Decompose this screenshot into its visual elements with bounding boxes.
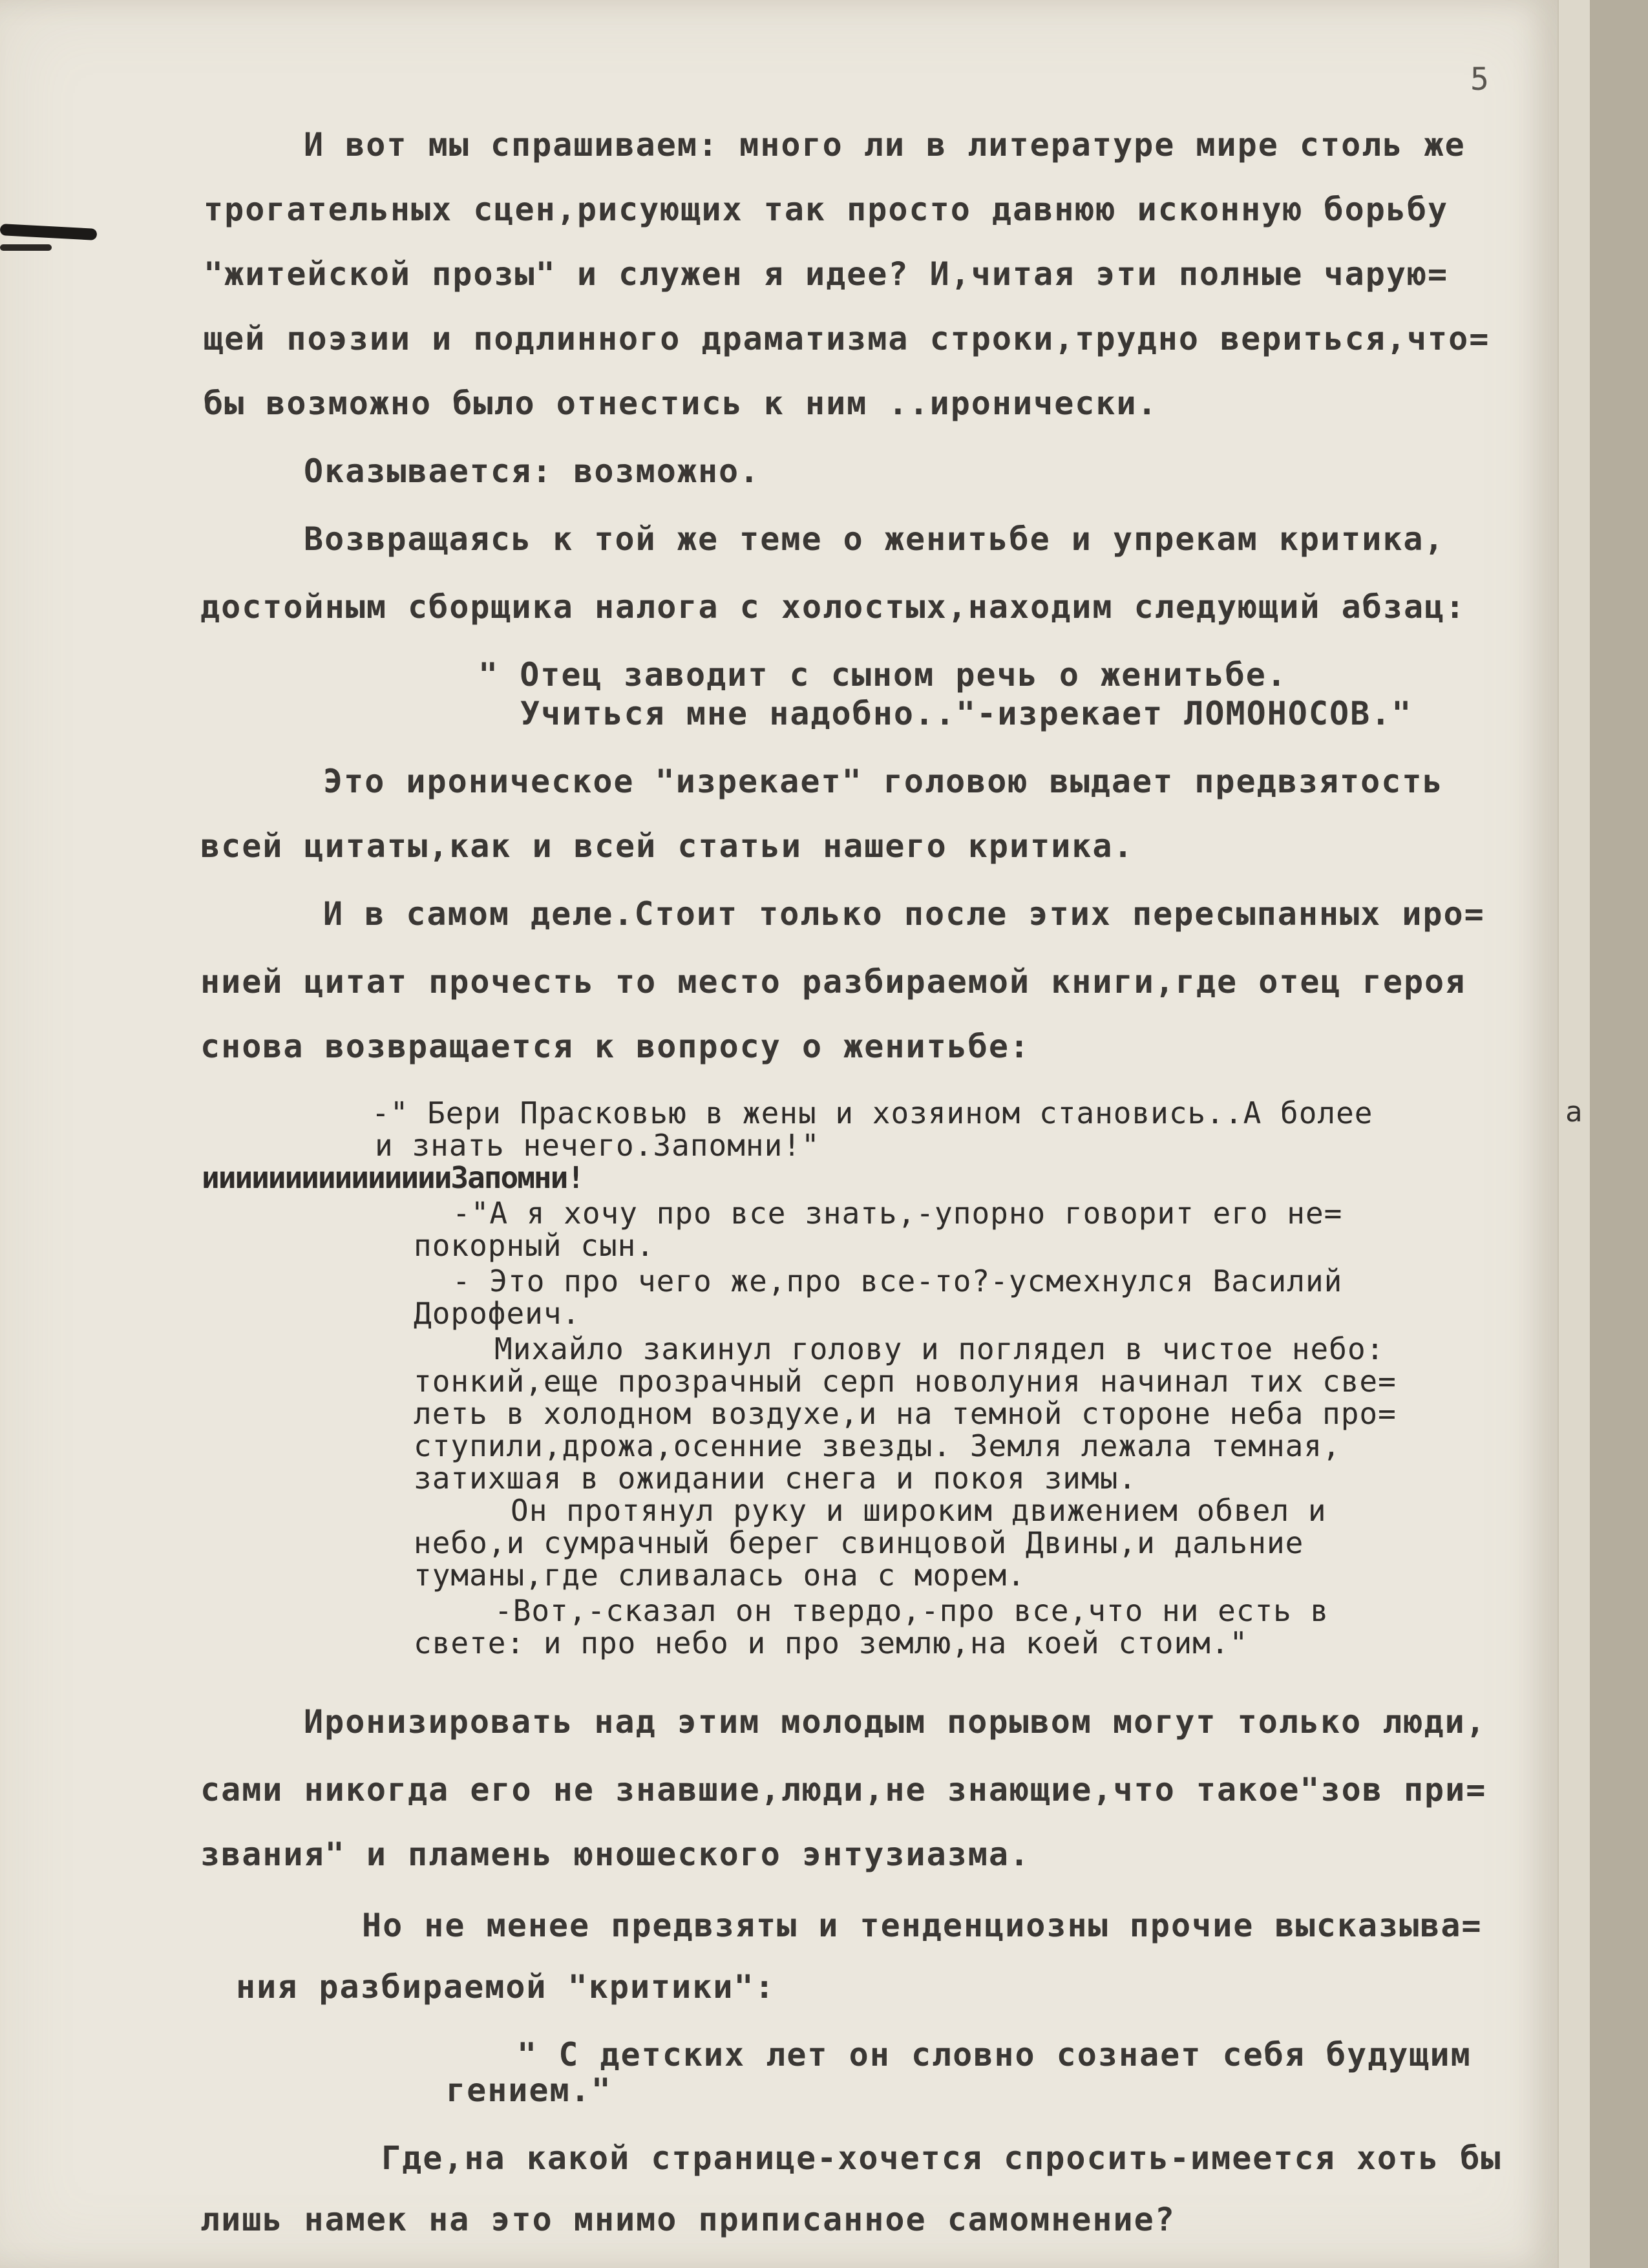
paragraph-line: лишь намек на это мнимо приписанное самомнение? — [200, 2201, 1176, 2238]
page-number: 5 — [1470, 61, 1489, 98]
quote-line: затихшая в ожидании снега и покоя зимы. — [414, 1461, 1137, 1496]
quote-line: и знать нечего.Запомни!" — [375, 1128, 820, 1163]
paragraph-line: И вот мы спрашиваем: много ли в литературе мире столь же — [304, 126, 1466, 164]
paragraph-line: И в самом деле.Стоит только после этих пересыпанных иро= — [323, 895, 1485, 933]
quote-line: - Это про чего же,про все-то?-усмехнулся Василий — [452, 1264, 1343, 1298]
quote-line: -"А я хочу про все знать,-упорно говорит его не= — [452, 1196, 1343, 1231]
paragraph-line: ния разбираемой "критики": — [236, 1968, 776, 2006]
paragraph-line: Где,на какой странице-хочется спросить-имеется хоть бы — [381, 2139, 1502, 2177]
margin-mark: а — [1565, 1096, 1583, 1129]
quote-line: Михайло закинул голову и поглядел в чистое небо: — [494, 1331, 1385, 1366]
quote-line: свете: и про небо и про землю,на коей стоим." — [414, 1626, 1249, 1660]
paragraph-line: всей цитаты,как и всей статьи нашего критика. — [200, 827, 1134, 865]
paragraph-line: Это ироническое "изрекает" головою выдает предвзятость — [323, 763, 1444, 800]
quote-line: " Отец заводит с сыном речь о женитьбе. — [478, 656, 1287, 694]
paragraph-line: Возвращаясь к той же теме о женитьбе и упрекам критика, — [304, 520, 1445, 558]
paragraph-line: "житейской прозы" и служен я идее? И,читая эти полные чарую= — [204, 255, 1449, 293]
quote-line: Учиться мне надобно.."-изрекает ЛОМОНОСОВ." — [520, 695, 1413, 732]
paragraph-line: снова возвращается к вопросу о женитьбе: — [200, 1028, 1031, 1065]
quote-line: тонкий,еще прозрачный серп новолуния начинал тих све= — [414, 1364, 1397, 1399]
quote-line: покорный сын. — [414, 1228, 655, 1263]
quote-line: Дорофеич. — [414, 1296, 581, 1331]
paragraph-line: Иронизировать над этим молодым порывом могут только люди, — [304, 1703, 1486, 1741]
paragraph-line: сами никогда его не знавшие,люди,не знающие,что такое"зов при= — [200, 1771, 1487, 1808]
paragraph-line: Оказывается: возможно. — [304, 452, 761, 490]
quote-line: Он протянул руку и широким движением обвел и — [511, 1493, 1327, 1528]
paragraph-line: Но не менее предвзяты и тенденциозны прочие высказыва= — [362, 1907, 1483, 1944]
paragraph-line: звания" и пламень юношеского энтузиазма. — [200, 1836, 1031, 1873]
quote-line: -Вот,-сказал он твердо,-про все,что ни есть в — [494, 1593, 1329, 1628]
paragraph-line: трогательных сцен,рисующих так просто давнюю исконную борьбу — [204, 191, 1449, 228]
quote-line: -" Бери Прасковью в жены и хозяином становись..А более — [372, 1096, 1373, 1130]
quote-line: ступили,дрожа,осенние звезды. Земля лежала темная, — [414, 1428, 1341, 1463]
struck-out-line: иииииииииииииииЗапомни! — [202, 1160, 584, 1195]
paragraph-line: щей поэзии и подлинного драматизма строки,трудно вериться,что= — [204, 320, 1490, 357]
quote-line: гением." — [446, 2072, 612, 2109]
paragraph-line: бы возможно было отнестись к ним ..иронически. — [204, 385, 1158, 422]
paragraph-line: достойным сборщика налога с холостых,находим следующий абзац: — [200, 588, 1466, 626]
underlying-page-edge — [1558, 0, 1591, 2268]
binding-thread — [0, 224, 97, 240]
binder-edge — [1590, 0, 1648, 2268]
quote-line: туманы,где сливалась она с морем. — [414, 1558, 1026, 1593]
quote-line: " С детских лет он словно сознает себя будущим — [517, 2036, 1472, 2073]
paragraph-line: нией цитат прочесть то место разбираемой книги,где отец героя — [200, 963, 1466, 1001]
quote-line: небо,и сумрачный берег свинцовой Двины,и дальние — [414, 1525, 1304, 1560]
quote-line: леть в холодном воздухе,и на темной стороне неба про= — [414, 1396, 1397, 1431]
binding-thread-end — [0, 244, 52, 251]
